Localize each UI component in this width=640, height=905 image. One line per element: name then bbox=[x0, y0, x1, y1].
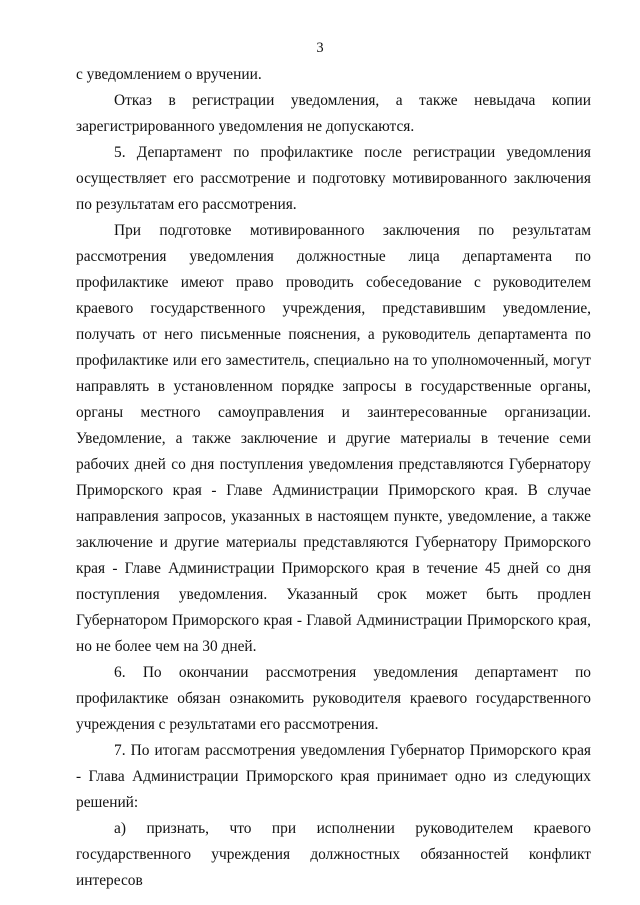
document-body bbox=[76, 62, 591, 894]
paragraph-continuation: с уведомлением о вручении. bbox=[76, 66, 262, 83]
paragraph-item-7: 7. По итогам рассмотрения уведомления Губернатор Приморского края - Глава Администрации Приморского края принимает одно из следующих решений: bbox=[76, 742, 591, 811]
paragraph-refusal: Отказ в регистрации уведомления, а также невыдача копии зарегистрированного уведомления не допускаются. bbox=[76, 92, 591, 135]
paragraph-subitem-a: а) признать, что при исполнении руководителем краевого государственного учреждения должностных обязанностей конфликт интересов bbox=[76, 820, 591, 889]
page-number: 3 bbox=[316, 40, 324, 56]
paragraph-item-5: 5. Департамент по профилактике после регистрации уведомления осуществляет его рассмотрение и подготовку мотивированного заключения по результатам его рассмотрения. bbox=[76, 144, 591, 213]
paragraph-item-6: 6. По окончании рассмотрения уведомления департамент по профилактике обязан ознакомить руководителя краевого государственного учреждения с результатами его рассмотрения. bbox=[76, 664, 591, 733]
paragraph-preparation: При подготовке мотивированного заключения по результатам рассмотрения уведомления должностные лица департамента по профилактике имеют право проводить собеседование с руководителем краевого государственного учреждения, представившим уведомление, получать от него письменные пояснения, а руководитель департамента по профилактике или его заместитель, специально на то уполномоченный, могут направлять в установленном порядке запросы в государственные органы, органы местного самоуправления и заинтересованные организации. Уведомление, а также заключение и другие материалы в течение семи рабочих дней со дня поступления уведомления представляются Губернатору Приморского края - Главе Администрации Приморского края. В случае направления запросов, указанных в настоящем пункте, уведомление, а также заключение и другие материалы представляются Губернатору Приморского края - Главе Администрации Приморского края в течение 45 дней со дня поступления уведомления. Указанный срок может быть продлен Губернатором Приморского края - Главой Администрации Приморского края, но не более чем на 30 дней. bbox=[76, 222, 591, 655]
